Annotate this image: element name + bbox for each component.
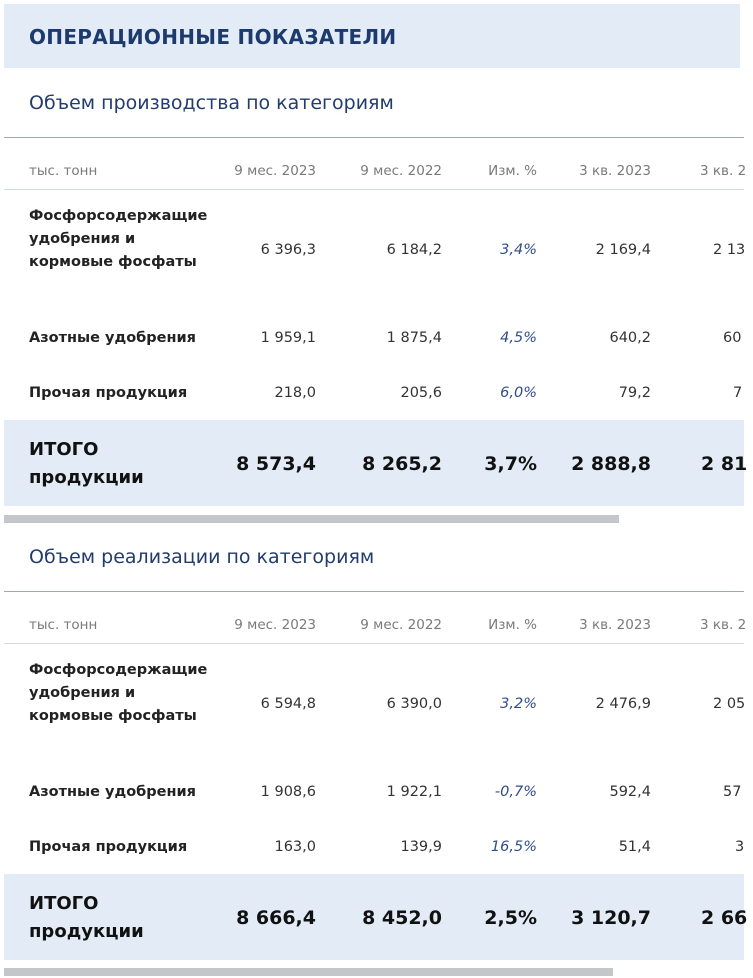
- page-title: ОПЕРАЦИОННЫЕ ПОКАЗАТЕЛИ: [29, 25, 397, 49]
- col-header-9m-2022: 9 мес. 2022: [360, 163, 442, 179]
- value-q3-2022: 60: [723, 330, 742, 346]
- value-q3-2022: 57: [723, 784, 742, 800]
- value-q3-2022: 3: [735, 839, 745, 855]
- col-header-unit: тыс. тонн: [29, 617, 98, 633]
- row-label: Прочая продукция: [29, 385, 188, 401]
- value-change: 6,0%: [500, 385, 537, 401]
- total-label: ИТОГО продукции: [29, 439, 144, 488]
- value-q3-2023: 51,4: [618, 839, 651, 855]
- value-q3-2023: 79,2: [618, 385, 651, 401]
- total-9m-2023: 8 573,4: [236, 453, 316, 475]
- total-label: ИТОГО продукции: [29, 893, 144, 942]
- row-label: Фосфорсодержащие удобрения и кормовые фосфаты: [29, 208, 208, 270]
- value-q3-2023: 2 169,4: [595, 242, 651, 258]
- col-header-q3-2022: 3 кв. 2: [700, 617, 747, 633]
- row-label: Фосфорсодержащие удобрения и кормовые фосфаты: [29, 662, 208, 724]
- divider: [4, 189, 744, 190]
- total-change: 2,5%: [484, 907, 537, 929]
- section-title: Объем производства по категориям: [29, 92, 394, 114]
- total-9m-2022: 8 452,0: [362, 907, 442, 929]
- value-9m-2022: 139,9: [400, 839, 442, 855]
- value-9m-2022: 6 390,0: [386, 696, 442, 712]
- row-label: Прочая продукция: [29, 839, 188, 855]
- value-q3-2022: 2 13: [713, 242, 746, 258]
- value-change: 3,2%: [500, 696, 537, 712]
- value-q3-2023: 640,2: [609, 330, 651, 346]
- col-header-9m-2022: 9 мес. 2022: [360, 617, 442, 633]
- value-q3-2022: 2 05: [713, 696, 746, 712]
- value-9m-2022: 205,6: [400, 385, 442, 401]
- divider: [4, 591, 744, 592]
- value-9m-2023: 218,0: [274, 385, 316, 401]
- value-9m-2023: 1 959,1: [260, 330, 316, 346]
- value-9m-2023: 1 908,6: [260, 784, 316, 800]
- total-q3-2022: 2 66: [701, 907, 748, 929]
- col-header-9m-2023: 9 мес. 2023: [234, 163, 316, 179]
- value-9m-2023: 6 396,3: [260, 242, 316, 258]
- section-title: Объем реализации по категориям: [29, 546, 375, 568]
- col-header-q3-2023: 3 кв. 2023: [579, 163, 651, 179]
- value-change: 3,4%: [500, 242, 537, 258]
- row-label: Азотные удобрения: [29, 330, 196, 346]
- total-9m-2022: 8 265,2: [362, 453, 442, 475]
- col-header-change: Изм. %: [488, 617, 537, 633]
- col-header-change: Изм. %: [488, 163, 537, 179]
- value-9m-2022: 1 875,4: [386, 330, 442, 346]
- divider: [4, 643, 744, 644]
- value-9m-2023: 163,0: [274, 839, 316, 855]
- row-label: Азотные удобрения: [29, 784, 196, 800]
- value-q3-2023: 2 476,9: [595, 696, 651, 712]
- value-change: -0,7%: [494, 784, 537, 800]
- value-change: 16,5%: [490, 839, 537, 855]
- total-change: 3,7%: [484, 453, 537, 475]
- col-header-q3-2023: 3 кв. 2023: [579, 617, 651, 633]
- col-header-unit: тыс. тонн: [29, 163, 98, 179]
- value-q3-2022: 7: [733, 385, 743, 401]
- total-9m-2023: 8 666,4: [236, 907, 316, 929]
- total-q3-2023: 3 120,7: [571, 907, 651, 929]
- value-change: 4,5%: [500, 330, 537, 346]
- horizontal-scrollbar[interactable]: [4, 968, 613, 976]
- value-9m-2023: 6 594,8: [260, 696, 316, 712]
- value-q3-2023: 592,4: [609, 784, 651, 800]
- horizontal-scrollbar[interactable]: [4, 515, 619, 523]
- value-9m-2022: 6 184,2: [386, 242, 442, 258]
- col-header-q3-2022: 3 кв. 2: [700, 163, 747, 179]
- total-q3-2022: 2 81: [701, 453, 748, 475]
- divider: [4, 137, 744, 138]
- value-9m-2022: 1 922,1: [386, 784, 442, 800]
- total-q3-2023: 2 888,8: [571, 453, 651, 475]
- page-banner: [4, 4, 740, 68]
- col-header-9m-2023: 9 мес. 2023: [234, 617, 316, 633]
